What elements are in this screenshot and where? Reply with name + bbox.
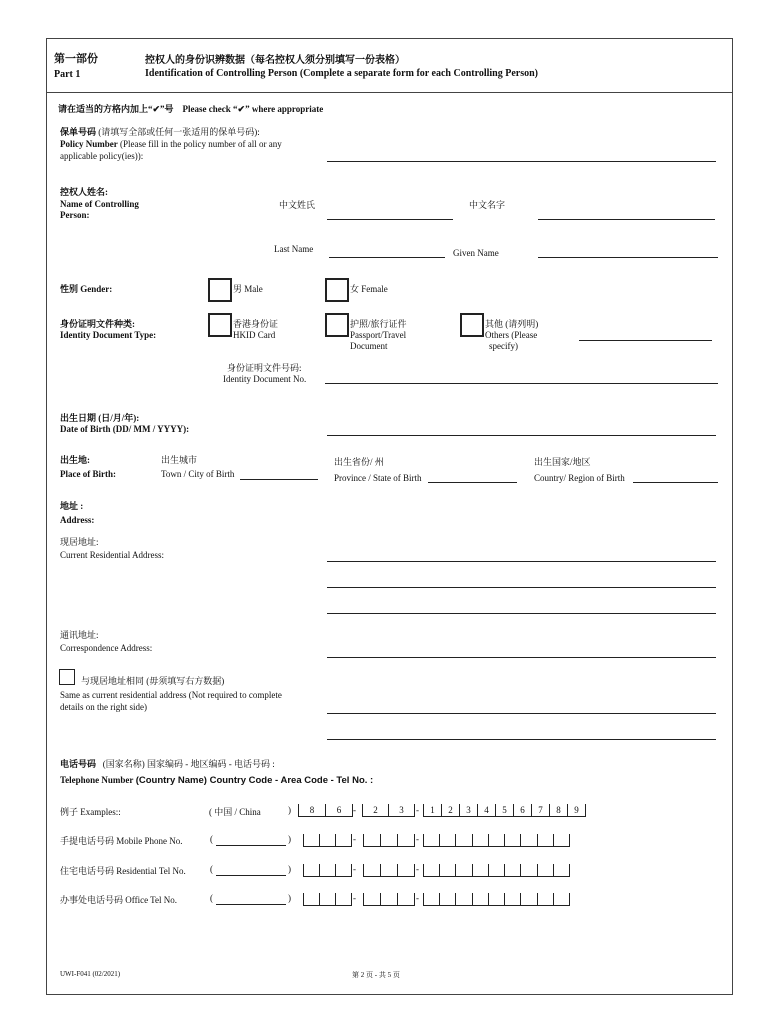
current-address-line-3[interactable] bbox=[327, 613, 716, 614]
mobile-label: 手提电话号码 Mobile Phone No. bbox=[60, 836, 183, 846]
others-label-cn: 其他 (请列明) bbox=[485, 319, 539, 329]
mobile-tel-number-digit[interactable] bbox=[488, 834, 504, 847]
example-tel-number bbox=[423, 804, 585, 816]
town-label-cn: 出生城市 bbox=[161, 455, 198, 465]
mobile-tel-number-digit[interactable] bbox=[472, 834, 488, 847]
form-frame bbox=[46, 38, 733, 995]
residential-tel-number-digit[interactable] bbox=[553, 864, 570, 877]
cn-surname-label: 中文姓氏 bbox=[279, 200, 316, 210]
current-address-line-1[interactable] bbox=[327, 561, 716, 562]
residential-country-code-digit[interactable] bbox=[303, 864, 319, 877]
example-area-code bbox=[362, 804, 414, 816]
mobile-area-code-digit[interactable] bbox=[397, 834, 415, 847]
dob-field[interactable] bbox=[327, 435, 716, 436]
same-address-checkbox[interactable] bbox=[59, 669, 75, 685]
residential-tel-number-digit[interactable] bbox=[504, 864, 520, 877]
example-country: ( 中国 / China bbox=[209, 807, 261, 817]
section-title-en: Identification of Controlling Person (Complete a separate form for each Controlling Person) bbox=[145, 68, 539, 79]
instruction-cn: 请在适当的方格内加上“✔”号 bbox=[58, 104, 174, 114]
example-tel-digit: 6 bbox=[513, 804, 531, 817]
male-label: 男 Male bbox=[233, 284, 263, 294]
mobile-tel-number-digit[interactable] bbox=[504, 834, 520, 847]
office-tel-number-digit[interactable] bbox=[488, 893, 504, 906]
mobile-tel-number-digit[interactable] bbox=[423, 834, 439, 847]
mobile-country-code-digit[interactable] bbox=[319, 834, 335, 847]
mobile-country-open: ( bbox=[210, 834, 213, 844]
id-no-label-en: Identity Document No. bbox=[223, 374, 307, 384]
others-specify-field[interactable] bbox=[579, 340, 712, 341]
office-tel-number-digit[interactable] bbox=[520, 893, 536, 906]
country-label-en: Country/ Region of Birth bbox=[534, 473, 625, 483]
mobile-tel-number-digit[interactable] bbox=[455, 834, 471, 847]
policy-label-en: Policy Number (Please fill in the policy number of all or any bbox=[60, 139, 282, 149]
mobile-tel-number-digit[interactable] bbox=[520, 834, 536, 847]
office-country-close: ) bbox=[288, 893, 291, 903]
corr-address-line-3[interactable] bbox=[327, 739, 716, 740]
office-tel-number-digit[interactable] bbox=[455, 893, 471, 906]
residential-tel-number-digit[interactable] bbox=[520, 864, 536, 877]
example-country-code-digit: 6 bbox=[325, 804, 353, 817]
female-label: 女 Female bbox=[350, 284, 388, 294]
corr-address-line-2[interactable] bbox=[327, 713, 716, 714]
example-tel-digit: 1 bbox=[423, 804, 441, 817]
residential-country-close: ) bbox=[288, 864, 291, 874]
part-label-en: Part 1 bbox=[54, 69, 81, 80]
id-no-field[interactable] bbox=[325, 383, 718, 384]
mobile-country-name-field[interactable] bbox=[216, 845, 286, 846]
residential-dash-2: - bbox=[416, 864, 419, 874]
form-code: UWI-F041 (02/2021) bbox=[60, 970, 121, 978]
office-tel-number-digit[interactable] bbox=[472, 893, 488, 906]
address-label-cn: 地址 : bbox=[60, 501, 84, 511]
dob-label-cn: 出生日期 (日/月/年): bbox=[60, 413, 140, 423]
office-tel-number-digit[interactable] bbox=[439, 893, 455, 906]
office-country-code-digit[interactable] bbox=[335, 893, 352, 906]
id-no-label-cn: 身份证明文件号码: bbox=[227, 363, 302, 373]
given-name-field[interactable] bbox=[538, 257, 718, 258]
residential-area-code-digit[interactable] bbox=[397, 864, 415, 877]
example-tel-digit: 7 bbox=[531, 804, 549, 817]
office-tel-number-digit[interactable] bbox=[537, 893, 553, 906]
mobile-tel-number-digit[interactable] bbox=[537, 834, 553, 847]
country-field[interactable] bbox=[633, 482, 718, 483]
residential-tel-number-digit[interactable] bbox=[472, 864, 488, 877]
residential-tel-number-digit[interactable] bbox=[488, 864, 504, 877]
residential-area-code-digit[interactable] bbox=[363, 864, 380, 877]
dob-label-en: Date of Birth (DD/ MM / YYYY): bbox=[60, 424, 190, 434]
policy-number-field[interactable] bbox=[327, 161, 716, 162]
example-tel-digit: 5 bbox=[495, 804, 513, 817]
residential-country-code-digit[interactable] bbox=[319, 864, 335, 877]
office-area-code-digit[interactable] bbox=[363, 893, 380, 906]
id-doc-label-cn: 身份证明文件种类: bbox=[60, 319, 135, 329]
example-tel-digit: 3 bbox=[459, 804, 477, 817]
pob-label-cn: 出生地: bbox=[60, 455, 90, 465]
page-number: 第 2 页 - 共 5 页 bbox=[352, 971, 400, 979]
town-label-en: Town / City of Birth bbox=[161, 469, 235, 479]
section-title-cn: 控权人的身份识辨数据（每名控权人须分别填写一份表格） bbox=[145, 55, 405, 66]
instruction bbox=[58, 102, 323, 115]
mobile-country-code-digit[interactable] bbox=[303, 834, 319, 847]
cn-given-name-field[interactable] bbox=[538, 219, 715, 220]
office-country-open: ( bbox=[210, 893, 213, 903]
province-label-cn: 出生省份/ 州 bbox=[334, 457, 384, 467]
hkid-checkbox[interactable] bbox=[208, 313, 232, 337]
office-country-name-field[interactable] bbox=[216, 904, 286, 905]
town-field[interactable] bbox=[240, 479, 318, 480]
office-area-code-digit[interactable] bbox=[397, 893, 415, 906]
name-label-cn: 控权人姓名: bbox=[60, 187, 108, 197]
same-address-label-en-2: details on the right side) bbox=[60, 702, 147, 712]
example-label: 例子 Examples:: bbox=[60, 807, 121, 817]
passport-label-cn: 护照/旅行证件 bbox=[350, 319, 407, 329]
example-tel-digit: 2 bbox=[441, 804, 459, 817]
residential-country-open: ( bbox=[210, 864, 213, 874]
corr-address-line-1[interactable] bbox=[327, 657, 716, 658]
instruction-en: Please check “✔” where appropriate bbox=[182, 104, 324, 114]
residential-tel-number-field[interactable] bbox=[423, 864, 569, 876]
residential-area-code-field[interactable] bbox=[363, 864, 414, 876]
example-tel-digit: 4 bbox=[477, 804, 495, 817]
mobile-country-code-field[interactable] bbox=[303, 834, 351, 846]
residential-tel-number-digit[interactable] bbox=[455, 864, 471, 877]
others-label-en-1: Others (Please bbox=[485, 330, 538, 340]
mobile-area-code-digit[interactable] bbox=[380, 834, 397, 847]
office-area-code-field[interactable] bbox=[363, 893, 414, 905]
office-tel-number-digit[interactable] bbox=[504, 893, 520, 906]
others-label-en-2: specify) bbox=[489, 341, 518, 351]
mobile-tel-number-field[interactable] bbox=[423, 834, 569, 846]
passport-label-en-1: Passport/Travel bbox=[350, 330, 407, 340]
corr-address-label-en: Correspondence Address: bbox=[60, 643, 153, 653]
example-dash-2: - bbox=[416, 805, 419, 815]
name-label-en-1: Name of Controlling bbox=[60, 199, 139, 209]
policy-note-en: applicable policy(ies)): bbox=[60, 151, 144, 161]
example-area-code-digit: 2 bbox=[362, 804, 388, 817]
passport-label-en-2: Document bbox=[350, 341, 388, 351]
corr-address-label-cn: 通讯地址: bbox=[60, 630, 99, 640]
mobile-tel-number-digit[interactable] bbox=[439, 834, 455, 847]
last-name-label: Last Name bbox=[274, 244, 314, 254]
passport-checkbox[interactable] bbox=[325, 313, 349, 337]
same-address-label-en-1: Same as current residential address (Not required to complete bbox=[60, 690, 282, 700]
residential-country-name-field[interactable] bbox=[216, 875, 286, 876]
office-tel-number-field[interactable] bbox=[423, 893, 569, 905]
mobile-country-code-digit[interactable] bbox=[335, 834, 352, 847]
mobile-dash-2: - bbox=[416, 834, 419, 844]
policy-label-cn: 保单号码 (请填写全部或任何一张适用的保单号码): bbox=[60, 127, 260, 137]
part-label-cn: 第一部份 bbox=[54, 53, 98, 65]
residential-tel-number-digit[interactable] bbox=[423, 864, 439, 877]
last-name-field[interactable] bbox=[329, 257, 445, 258]
example-tel-digit: 9 bbox=[567, 804, 586, 817]
residential-tel-number-digit[interactable] bbox=[537, 864, 553, 877]
current-address-label-en: Current Residential Address: bbox=[60, 550, 164, 560]
example-dash-1: - bbox=[353, 805, 356, 815]
example-country-code bbox=[298, 804, 352, 816]
mobile-country-close: ) bbox=[288, 834, 291, 844]
residential-country-code-field[interactable] bbox=[303, 864, 351, 876]
telephone-label-cn: 电话号码 (国家名称) 国家编码 - 地区编码 - 电话号码 : bbox=[60, 759, 275, 769]
office-dash-2: - bbox=[416, 893, 419, 903]
residential-country-code-digit[interactable] bbox=[335, 864, 352, 877]
example-tel-digit: 8 bbox=[549, 804, 567, 817]
mobile-area-code-field[interactable] bbox=[363, 834, 414, 846]
mobile-tel-number-digit[interactable] bbox=[553, 834, 570, 847]
office-country-code-digit[interactable] bbox=[319, 893, 335, 906]
office-country-code-field[interactable] bbox=[303, 893, 351, 905]
hkid-label-cn: 香港身份证 bbox=[233, 319, 279, 329]
given-name-label: Given Name bbox=[453, 248, 499, 258]
residential-dash-1: - bbox=[353, 864, 356, 874]
current-address-line-2[interactable] bbox=[327, 587, 716, 588]
example-country-code-digit: 8 bbox=[298, 804, 325, 817]
hkid-label-en: HKID Card bbox=[233, 330, 276, 340]
telephone-label-en: Telephone Number (Country Name) Country Code - Area Code - Tel No. : bbox=[60, 775, 374, 786]
residential-label: 住宅电话号码 Residential Tel No. bbox=[60, 866, 186, 876]
residential-tel-number-digit[interactable] bbox=[439, 864, 455, 877]
province-field[interactable] bbox=[428, 482, 517, 483]
mobile-dash-1: - bbox=[353, 834, 356, 844]
example-area-code-digit: 3 bbox=[388, 804, 415, 817]
current-address-label-cn: 现居地址: bbox=[60, 537, 99, 547]
same-address-label-cn: 与现居地址相同 (毋须填写右方数据) bbox=[81, 676, 225, 686]
province-label-en: Province / State of Birth bbox=[334, 473, 422, 483]
cn-given-name-label: 中文名字 bbox=[469, 200, 506, 210]
office-country-code-digit[interactable] bbox=[303, 893, 319, 906]
office-tel-number-digit[interactable] bbox=[423, 893, 439, 906]
address-label-en: Address: bbox=[60, 515, 95, 525]
country-label-cn: 出生国家/地区 bbox=[534, 457, 591, 467]
female-checkbox[interactable] bbox=[325, 278, 349, 302]
gender-label: 性别 Gender: bbox=[60, 284, 113, 294]
male-checkbox[interactable] bbox=[208, 278, 232, 302]
id-doc-label-en: Identity Document Type: bbox=[60, 330, 157, 340]
example-country-close: ) bbox=[288, 805, 291, 815]
name-label-en-2: Person: bbox=[60, 210, 90, 220]
office-dash-1: - bbox=[353, 893, 356, 903]
mobile-area-code-digit[interactable] bbox=[363, 834, 380, 847]
residential-area-code-digit[interactable] bbox=[380, 864, 397, 877]
office-tel-number-digit[interactable] bbox=[553, 893, 570, 906]
header-divider bbox=[46, 92, 733, 93]
office-label: 办事处电话号码 Office Tel No. bbox=[60, 895, 178, 905]
pob-label-en: Place of Birth: bbox=[60, 469, 116, 479]
office-area-code-digit[interactable] bbox=[380, 893, 397, 906]
others-checkbox[interactable] bbox=[460, 313, 484, 337]
cn-surname-field[interactable] bbox=[327, 219, 453, 220]
